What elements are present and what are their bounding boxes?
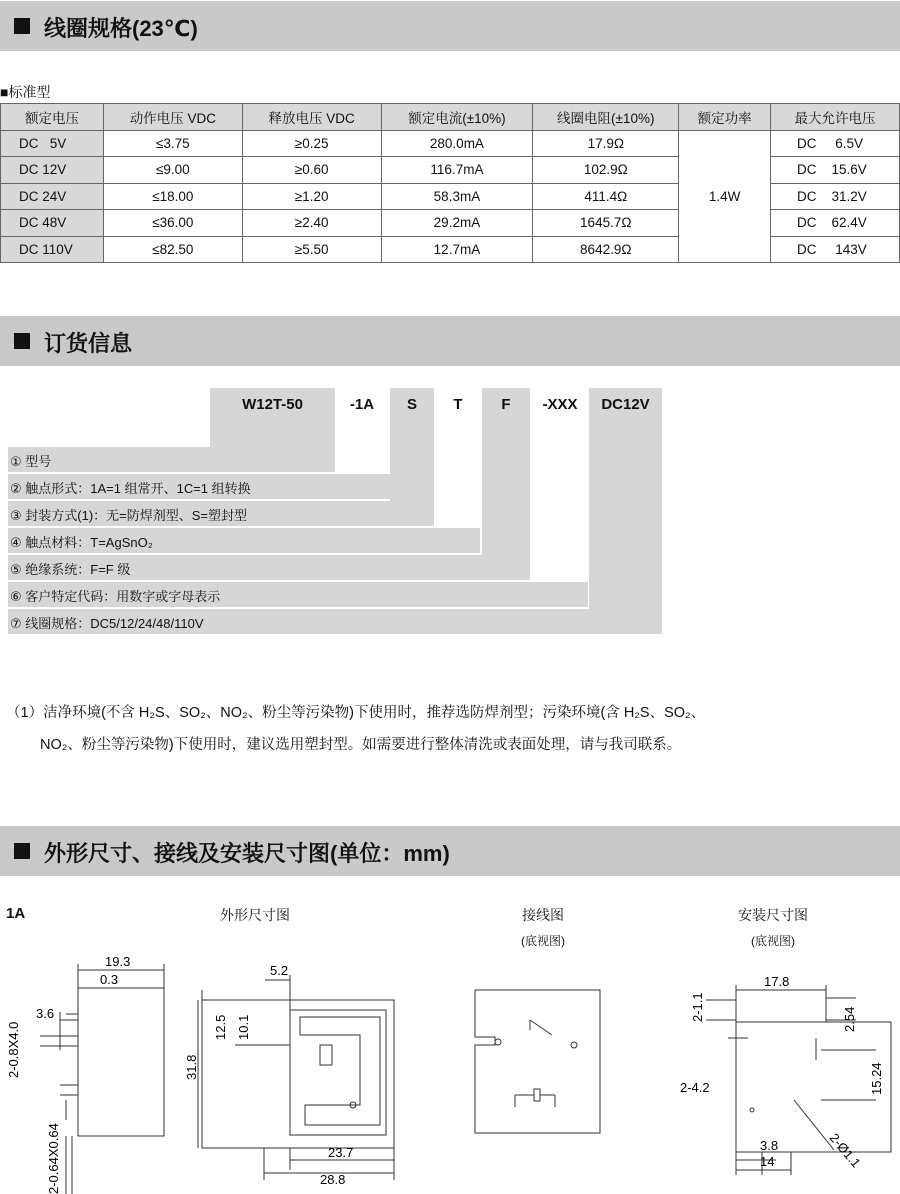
coil-spec-table [0, 103, 900, 263]
table-cell: DC 110V [1, 236, 104, 263]
dim-label: 31.8 [184, 1054, 199, 1080]
ordering-item: ① 型号 [10, 454, 52, 469]
square-bullet-icon [14, 843, 30, 859]
wiring-drawing-subtitle: (底视图) [521, 934, 565, 948]
note-line-1: （1）洁净环境(不含 H₂S、SO₂、NO₂、粉尘等污染物)下使用时，推荐选防焊剂型；污染环境(含 H₂S、SO₂、 [6, 705, 706, 721]
section-title: 线圈规格(23℃) [44, 16, 198, 41]
table-subtitle: ■标准型 [0, 84, 51, 100]
square-bullet-icon [14, 333, 30, 349]
code-part-sealing: S [406, 396, 417, 413]
code-part-model: W12T-50 [242, 396, 303, 413]
section-title: 外形尺寸、接线及安装尺寸图(单位：mm) [44, 841, 450, 866]
ordering-item: ⑥ 客户特定代码：用数字或字母表示 [10, 589, 221, 604]
square-bullet-icon [14, 18, 30, 34]
code-part-insulation: F [501, 396, 511, 413]
code-part-contact-form: -1A [349, 396, 375, 413]
side-view-drawing [0, 950, 180, 1194]
table-cell: DC 62.4V [771, 210, 900, 237]
dim-label: 23.7 [328, 1145, 354, 1160]
ordering-item: ④ 触点材料：T=AgSnO₂ [10, 535, 153, 550]
dim-label: 2-0.8X4.0 [6, 1021, 21, 1078]
table-cell: ≥0.60 [242, 157, 381, 184]
table-cell: 8642.9Ω [533, 236, 679, 263]
table-cell: DC 15.6V [771, 157, 900, 184]
dim-label: 2-4.2 [680, 1080, 710, 1095]
dim-label: 28.8 [320, 1172, 346, 1187]
code-column-7 [589, 388, 662, 609]
note-line-2: NO₂、粉尘等污染物)下使用时，建议选用塑封型。如需要进行整体清洗或表面处理，请与我司联系。 [40, 737, 682, 753]
code-part-customer: -XXX [542, 396, 578, 413]
table-cell: DC 12V [1, 157, 104, 184]
item-bar-1 [8, 447, 335, 472]
outline-drawing-title: 外形尺寸图 [220, 907, 290, 923]
section-title: 订货信息 [44, 331, 133, 356]
dim-label: 2-0.64X0.64 [46, 1123, 61, 1194]
table-cell: 1645.7Ω [533, 210, 679, 237]
dim-label: 19.3 [105, 954, 131, 969]
table-header: 额定功率 [679, 104, 771, 131]
dim-label: 12.5 [213, 1014, 228, 1040]
dim-label: 0.3 [100, 972, 119, 987]
table-cell: ≤18.00 [103, 183, 242, 210]
ordering-item: ⑤ 绝缘系统：F=F 级 [10, 562, 131, 577]
table-cell: ≥0.25 [242, 130, 381, 157]
section-header-ordering [0, 316, 900, 366]
dim-label: 14 [760, 1154, 775, 1169]
table-cell: 411.4Ω [533, 183, 679, 210]
dim-label: 10.1 [236, 1014, 251, 1040]
table-cell: DC 6.5V [771, 130, 900, 157]
code-column-5 [482, 388, 530, 555]
wiring-drawing [470, 985, 610, 1135]
table-cell: 280.0mA [381, 130, 533, 157]
table-cell: ≤9.00 [103, 157, 242, 184]
table-header: 额定电流(±10%) [381, 104, 533, 131]
section-header-coil [0, 1, 900, 51]
table-row [1, 130, 900, 157]
table-cell: 12.7mA [381, 236, 533, 263]
dim-label: 2.54 [842, 1006, 857, 1032]
dim-label: 15.24 [869, 1062, 884, 1095]
table-header: 释放电压 VDC [242, 104, 381, 131]
table-header-row [1, 104, 900, 131]
table-header: 线圈电阻(±10%) [533, 104, 679, 131]
table-cell: ≥5.50 [242, 236, 381, 263]
section-header-dimensions [0, 826, 900, 876]
table-cell: 58.3mA [381, 183, 533, 210]
mount-drawing-subtitle: (底视图) [751, 934, 795, 948]
code-part-material: T [453, 396, 463, 413]
table-cell: 102.9Ω [533, 157, 679, 184]
mounting-drawing [676, 960, 900, 1194]
dim-label: 2-1.1 [690, 992, 705, 1022]
table-cell: ≥2.40 [242, 210, 381, 237]
table-cell: ≤82.50 [103, 236, 242, 263]
code-part-coil: DC12V [601, 396, 650, 413]
ordering-item: ⑦ 线圈规格：DC5/12/24/48/110V [10, 616, 204, 631]
table-header: 最大允许电压 [771, 104, 900, 131]
table-cell: 29.2mA [381, 210, 533, 237]
table-cell: DC 48V [1, 210, 104, 237]
table-header: 额定电压 [1, 104, 104, 131]
table-cell: ≤36.00 [103, 210, 242, 237]
table-header: 动作电压 VDC [103, 104, 242, 131]
ordering-item: ② 触点形式：1A=1 组常开、1C=1 组转换 [10, 481, 251, 496]
table-cell: 17.9Ω [533, 130, 679, 157]
table-cell: ≥1.20 [242, 183, 381, 210]
front-outline-drawing [180, 955, 420, 1194]
table-cell: DC 5V [1, 130, 104, 157]
table-cell-power: 1.4W [679, 130, 771, 263]
dim-label: 2-Ø1.1 [826, 1130, 864, 1171]
table-cell: ≤3.75 [103, 130, 242, 157]
relay-body-side [78, 988, 164, 1136]
ordering-item: ③ 封装方式(1)：无=防焊剂型、S=塑封型 [10, 508, 248, 523]
table-cell: DC 143V [771, 236, 900, 263]
dim-label: 3.6 [36, 1006, 55, 1021]
dim-label: 5.2 [270, 963, 289, 978]
table-cell: 116.7mA [381, 157, 533, 184]
dim-label: 3.8 [760, 1138, 779, 1153]
table-cell: DC 24V [1, 183, 104, 210]
type-label: 1A [6, 905, 26, 922]
table-cell: DC 31.2V [771, 183, 900, 210]
wiring-drawing-title: 接线图 [522, 907, 564, 923]
dim-label: 17.8 [764, 974, 790, 989]
mount-drawing-title: 安装尺寸图 [738, 907, 808, 923]
